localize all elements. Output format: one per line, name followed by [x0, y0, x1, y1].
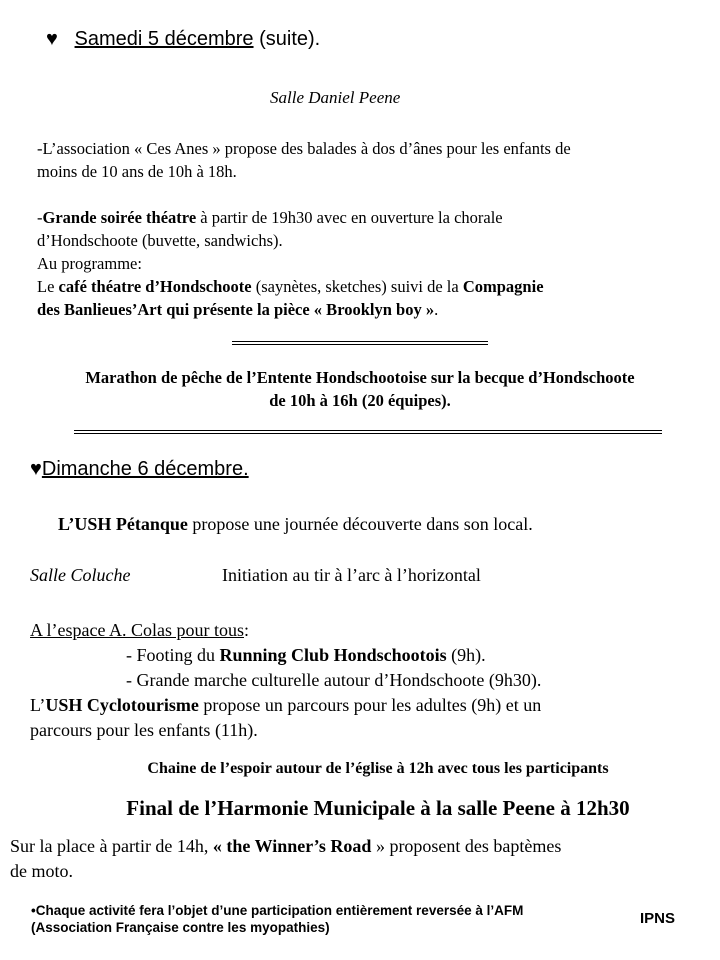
- divider-long: [74, 430, 662, 434]
- place-line-2: de moto.: [10, 861, 73, 881]
- programme-label: Au programme:: [37, 254, 142, 273]
- divider-short: [232, 341, 488, 345]
- place-line-1: [10, 834, 561, 859]
- marche-line: - Grande marche culturelle autour d’Hondschoote (9h30).: [126, 670, 542, 690]
- anes-paragraph: [37, 137, 571, 183]
- saturday-heading: [46, 28, 320, 51]
- footer-note-line-2: (Association Française contre les myopathies): [31, 920, 330, 935]
- programme-line-1: [37, 275, 544, 298]
- dash: -: [37, 208, 43, 227]
- salle-peene-label: Salle Daniel Peene: [270, 88, 401, 107]
- footer-note-line-1: •Chaque activité fera l’objet d’une participation entièrement reversée à l’AFM: [31, 903, 524, 918]
- petanque-club: L’USH Pétanque: [58, 514, 188, 534]
- prog-text: Le: [37, 277, 59, 296]
- cyclo-line-1: [30, 693, 541, 718]
- footer-note: [31, 902, 523, 936]
- compagnie: Compagnie: [462, 277, 544, 296]
- coluche-label: Salle Coluche: [30, 565, 131, 585]
- programme-line-2: [37, 298, 544, 321]
- cyclo-prefix: L’: [30, 695, 46, 715]
- period: .: [434, 300, 439, 319]
- soiree-line-1: [37, 206, 544, 229]
- soiree-paragraph: [37, 206, 544, 321]
- cyclo-text: propose un parcours pour les adultes (9h) et un: [198, 695, 542, 715]
- marathon-line-2: de 10h à 16h (20 équipes).: [269, 391, 451, 410]
- place-text: Sur la place à partir de 14h,: [10, 836, 213, 856]
- footing-time: (9h).: [446, 645, 486, 665]
- coluche-text: Initiation au tir à l’arc à l’horizontal: [222, 565, 481, 585]
- ipns-label: IPNS: [640, 910, 676, 927]
- place-text: » proposent des baptèmes: [371, 836, 562, 856]
- soiree-title: Grande soirée théatre: [42, 208, 197, 227]
- colas-label: A l’espace A. Colas pour tous: [30, 620, 244, 640]
- soiree-rest: à partir de 19h30 avec en ouverture la chorale: [196, 208, 503, 227]
- place-paragraph: [10, 834, 561, 884]
- sunday-title: Dimanche 6 décembre.: [41, 458, 249, 480]
- footing-text: - Footing du: [126, 645, 220, 665]
- saturday-suite: (suite).: [253, 28, 321, 50]
- final-harmonie: Final de l’Harmonie Municipale à la salle Peene à 12h30: [126, 796, 630, 820]
- cyclo-club: USH Cyclotourisme: [45, 695, 199, 715]
- cafe-theatre: café théatre d’Hondschoote: [58, 277, 252, 296]
- heart-icon: ♥: [30, 458, 42, 480]
- sunday-heading: [30, 458, 249, 481]
- saturday-title: Samedi 5 décembre: [74, 28, 254, 50]
- marathon-line-1: Marathon de pêche de l’Entente Hondschootoise sur la becque d’Hondschoote: [85, 368, 635, 387]
- anes-line-1: -L’association « Ces Anes » propose des balades à dos d’ânes pour les enfants de: [37, 139, 571, 158]
- cyclo-line-2: parcours pour les enfants (11h).: [30, 720, 258, 740]
- petanque-line: [58, 514, 533, 535]
- soiree-line-2: d’Hondschoote (buvette, sandwichs).: [37, 231, 283, 250]
- running-club: Running Club Hondschootois: [219, 645, 447, 665]
- petanque-text: propose une journée découverte dans son local.: [187, 514, 533, 534]
- heart-icon: ♥: [46, 28, 58, 50]
- colas-block: [30, 618, 541, 743]
- winners-road: « the Winner’s Road: [212, 836, 372, 856]
- footing-line: [30, 643, 541, 668]
- colon: :: [243, 620, 249, 640]
- marathon-paragraph: [0, 366, 720, 412]
- anes-line-2: moins de 10 ans de 10h à 18h.: [37, 162, 237, 181]
- colas-heading: [30, 618, 541, 643]
- chaine-line: Chaine de l’espoir autour de l’église à 12h avec tous les participants: [147, 760, 609, 777]
- prog-text: (saynètes, sketches) suivi de la: [251, 277, 463, 296]
- banlieues-art: des Banlieues’Art qui présente la pièce « Brooklyn boy »: [37, 300, 435, 319]
